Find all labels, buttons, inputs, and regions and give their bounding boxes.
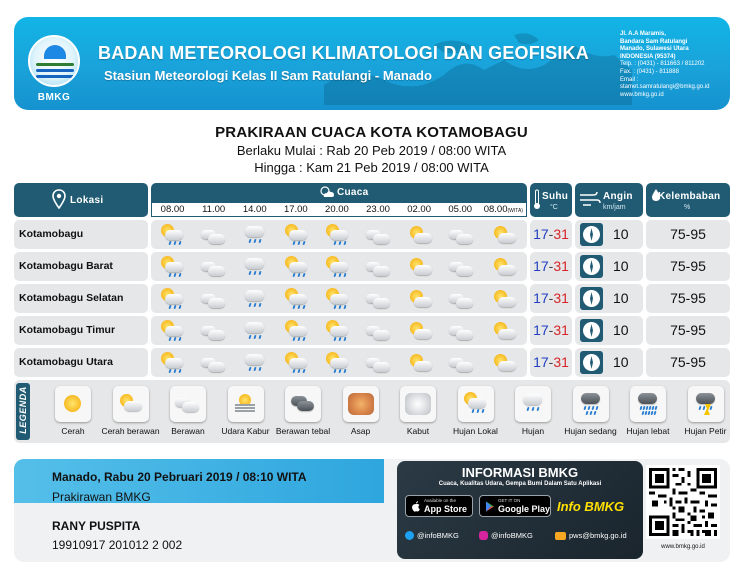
weather-slot: [192, 284, 233, 313]
wind-cell: [575, 220, 643, 249]
weather-slot: [192, 220, 233, 249]
thermometer-icon: [533, 189, 541, 211]
hujan-lokal-icon: [324, 352, 350, 374]
weather-slot: [316, 220, 357, 249]
weather-slot: [234, 348, 275, 377]
header-angin-label: Angin: [603, 191, 633, 202]
hujan-icon: [241, 224, 267, 246]
hujan-lokal-icon: [159, 352, 185, 374]
berawan-icon: [200, 352, 226, 374]
legend: [14, 380, 730, 443]
weather-slot: [316, 252, 357, 281]
address-line: INDONESIA (95374): [620, 53, 676, 60]
weather-slot: [358, 220, 399, 249]
issued-date: Manado, Rabu 20 Pebruari 2019 / 08:10 WITA: [52, 470, 307, 484]
weather-slot: [275, 348, 316, 377]
hujan-icon: [519, 392, 547, 416]
berawan-icon: [174, 392, 202, 416]
wind-speed: 10: [613, 354, 629, 370]
wind-cell: [575, 348, 643, 377]
info-bmkg-brand: Info BMKG: [557, 499, 625, 514]
cerah-berawan-icon: [407, 224, 433, 246]
email-icon: [555, 532, 566, 540]
kabut-icon: [404, 392, 432, 416]
header-kelembaban-label: Kelembaban: [658, 191, 721, 202]
info-subtitle: Cuaca, Kualitas Udara, Gempa Bumi Dalam Satu Aplikasi: [438, 481, 602, 487]
page-title: PRAKIRAAN CUACA KOTA KOTAMOBAGU: [215, 124, 528, 141]
udara-kabur-icon: [232, 392, 260, 416]
weather-cell: [151, 316, 527, 345]
forecaster-name: RANY PUSPITA: [52, 519, 141, 533]
header-lokasi-label: Lokasi: [70, 195, 104, 206]
temperature-cell: 17-31: [530, 316, 572, 345]
google-play-icon: [485, 501, 495, 512]
hour-label-last: [481, 203, 526, 216]
weather-slot: [316, 348, 357, 377]
table-row: [14, 252, 730, 281]
temperature-cell: 17-31: [530, 284, 572, 313]
cerah-berawan-icon: [407, 320, 433, 342]
hujan-lokal-icon: [283, 224, 309, 246]
legend-label: Kabut: [406, 426, 430, 436]
location-cell: [14, 252, 148, 281]
table-row: [14, 220, 730, 249]
hour-label: 02.00: [407, 204, 431, 215]
forecaster-role: Prakirawan BMKG: [52, 490, 151, 504]
cerah-berawan-icon: [407, 288, 433, 310]
weather-slot: [275, 252, 316, 281]
weather-slot: [358, 316, 399, 345]
cerah-berawan-icon: [407, 352, 433, 374]
twitter-handle: @infoBMKG: [417, 531, 459, 540]
legend-tag-label: LEGENDA: [18, 386, 28, 434]
app-store-button[interactable]: [405, 495, 473, 517]
wind-direction-icon: [580, 287, 603, 310]
header-suhu-unit: °C: [550, 204, 558, 211]
hujan-lokal-icon: [324, 224, 350, 246]
humidity-cell: 75-95: [646, 348, 730, 377]
humidity-cell: 75-95: [646, 316, 730, 345]
address-line: Bandara Sam Ratulangi: [620, 38, 688, 45]
address-line: stamet.samratulangi@bmkg.go.id: [620, 84, 710, 91]
weather-slot: [151, 220, 192, 249]
table-row: [14, 348, 730, 377]
wind-direction-icon: [580, 319, 603, 342]
berawan-icon: [365, 224, 391, 246]
cerah-berawan-icon: [407, 256, 433, 278]
location-cell: [14, 284, 148, 313]
hour-label: 20.00: [325, 204, 349, 215]
hour-row: [151, 202, 527, 217]
location-cell: [14, 316, 148, 345]
header-angin-unit: km/jam: [603, 204, 626, 211]
weather-slot: [358, 348, 399, 377]
weather-cell: [151, 220, 527, 249]
weather-slot: [316, 284, 357, 313]
temp-max: 31: [553, 226, 569, 242]
weather-slot: [440, 220, 481, 249]
hour-label: 11.00: [202, 204, 226, 215]
hour-label: 23.00: [366, 204, 390, 215]
location-name: Kotamobagu Selatan: [19, 292, 124, 304]
weather-slot: [234, 220, 275, 249]
berawan-icon: [365, 288, 391, 310]
table-row: [14, 284, 730, 313]
berawan-icon: [365, 320, 391, 342]
humidity-cell: 75-95: [646, 220, 730, 249]
wind-icon: [579, 190, 601, 208]
wind-speed: 10: [613, 226, 629, 242]
org-title: BADAN METEOROLOGI KLIMATOLOGI DAN GEOFISIKA: [98, 43, 589, 63]
hour-label: 05.00: [448, 204, 473, 215]
hour-label: 08.00: [483, 204, 508, 215]
info-bmkg-panel: [397, 461, 643, 559]
wind-cell: [575, 252, 643, 281]
instagram-link[interactable]: [479, 531, 533, 540]
temp-max: 31: [553, 354, 569, 370]
google-play-small: GET IT ON: [498, 498, 521, 503]
header-lokasi: [14, 183, 148, 217]
hour-suffix: (WITA): [507, 208, 523, 214]
weather-slot: [440, 252, 481, 281]
legend-label: Hujan Lokal: [453, 426, 498, 436]
weather-slot: [399, 220, 440, 249]
weather-slot: [275, 284, 316, 313]
temperature-cell: 17-31: [530, 252, 572, 281]
hour-label: 08.00: [160, 204, 185, 215]
weather-cell: [151, 348, 527, 377]
berawan-icon: [200, 288, 226, 310]
legend-icon-box: [343, 386, 379, 422]
weather-slot: [234, 316, 275, 345]
weather-slot: [151, 252, 192, 281]
weather-slot: [151, 284, 192, 313]
temp-max: 31: [553, 322, 569, 338]
google-play-button[interactable]: [479, 495, 551, 517]
header-suhu-label: Suhu: [542, 191, 569, 202]
legend-icon-box: [458, 386, 494, 422]
hujan-lokal-icon: [324, 256, 350, 278]
weather-slot: [440, 316, 481, 345]
legend-label: Hujan lebat: [626, 426, 670, 436]
weather-slot: [192, 252, 233, 281]
legend-icon-box: [630, 386, 666, 422]
map-decoration: [314, 25, 634, 105]
legend-label: Hujan: [521, 426, 545, 436]
valid-from: Berlaku Mulai : Rab 20 Peb 2019 / 08:00 WITA: [236, 143, 507, 158]
temperature-cell: 17-31: [530, 220, 572, 249]
weather-cell: [151, 252, 527, 281]
hujan-sedang-icon: [577, 392, 605, 416]
forecaster-nip: 19910917 201012 2 002: [52, 538, 183, 552]
twitter-link[interactable]: [405, 531, 459, 540]
weather-slot: [234, 284, 275, 313]
temp-min: 17: [533, 354, 549, 370]
weather-slot: [482, 284, 527, 313]
weather-slot: [482, 252, 527, 281]
address-line: Jl. A.A Maramis,: [620, 31, 666, 37]
hujan-icon: [241, 352, 267, 374]
cerah-icon: [59, 392, 87, 416]
google-play-label: Google Play: [498, 504, 551, 514]
cerah-berawan-icon: [491, 256, 517, 278]
wind-direction-icon: [580, 223, 603, 246]
hujan-lokal-icon: [283, 320, 309, 342]
qr-code[interactable]: [646, 465, 720, 539]
weather-slot: [399, 252, 440, 281]
berawan-icon: [365, 352, 391, 374]
legend-icon-box: [170, 386, 206, 422]
legend-label: Asap: [350, 426, 371, 436]
wind-speed: 10: [613, 322, 629, 338]
berawan-icon: [448, 320, 474, 342]
weather-slot: [482, 220, 527, 249]
wind-cell: [575, 284, 643, 313]
berawan-tebal-icon: [289, 392, 317, 416]
hujan-lokal-icon: [283, 256, 309, 278]
temp-min: 17: [533, 258, 549, 274]
apple-icon: [411, 501, 421, 512]
email-address: pws@bmkg.go.id: [569, 531, 627, 540]
legend-icon-box: [55, 386, 91, 422]
location-name: Kotamobagu Utara: [19, 356, 113, 368]
weather-slot: [316, 316, 357, 345]
twitter-icon: [405, 531, 414, 540]
legend-label: Berawan: [171, 426, 205, 436]
hujan-lokal-icon: [159, 256, 185, 278]
temperature-cell: 17-31: [530, 348, 572, 377]
legend-label: Hujan sedang: [564, 426, 617, 436]
legend-label: Hujan Petir: [684, 426, 727, 436]
bmkg-logo: [28, 35, 80, 87]
hujan-lokal-icon: [159, 320, 185, 342]
legend-icon-box: [515, 386, 551, 422]
weather-slot: [482, 348, 527, 377]
cerah-berawan-icon: [491, 224, 517, 246]
instagram-handle: @infoBMKG: [491, 531, 533, 540]
humidity-cell: 75-95: [646, 284, 730, 313]
legend-icon-box: [573, 386, 609, 422]
cerah-berawan-icon: [491, 288, 517, 310]
weather-slot: [192, 348, 233, 377]
weather-slot: [399, 348, 440, 377]
berawan-icon: [365, 256, 391, 278]
hujan-lokal-icon: [159, 288, 185, 310]
temp-min: 17: [533, 226, 549, 242]
title-block: [0, 124, 743, 175]
hujan-petir-icon: [692, 392, 720, 416]
wind-speed: 10: [613, 258, 629, 274]
header-cuaca-label: Cuaca: [337, 187, 369, 198]
table-row: [14, 316, 730, 345]
hujan-lokal-icon: [283, 288, 309, 310]
app-store-small: Available on the: [424, 498, 456, 503]
berawan-icon: [448, 256, 474, 278]
berawan-icon: [200, 224, 226, 246]
hujan-lokal-icon: [159, 224, 185, 246]
instagram-icon: [479, 531, 488, 540]
wind-cell: [575, 316, 643, 345]
wind-direction-icon: [580, 255, 603, 278]
wind-direction-icon: [580, 351, 603, 374]
cloud-sun-icon: [319, 185, 335, 199]
legend-icon-box: [400, 386, 436, 422]
valid-to: Hingga : Kam 21 Peb 2019 / 08:00 WITA: [254, 160, 489, 175]
address-line: Fax. : (0431) - 811888: [620, 68, 679, 75]
address-line: www.bmkg.go.id: [620, 91, 664, 98]
weather-slot: [358, 284, 399, 313]
hujan-icon: [241, 288, 267, 310]
header-angin: [575, 183, 643, 217]
weather-slot: [440, 348, 481, 377]
info-title: INFORMASI BMKG: [461, 465, 579, 480]
legend-tag: [16, 383, 30, 440]
temp-max: 31: [553, 290, 569, 306]
legend-label: Udara Kabur: [221, 426, 270, 436]
weather-slot: [192, 316, 233, 345]
cerah-berawan-icon: [491, 352, 517, 374]
weather-slot: [151, 348, 192, 377]
berawan-icon: [448, 288, 474, 310]
weather-slot: [482, 316, 527, 345]
weather-slot: [399, 316, 440, 345]
legend-icon-box: [113, 386, 149, 422]
location-name: Kotamobagu: [19, 228, 84, 240]
berawan-icon: [200, 256, 226, 278]
location-name: Kotamobagu Timur: [19, 324, 116, 336]
address-line: Email :: [620, 76, 639, 83]
berawan-icon: [200, 320, 226, 342]
org-subtitle: Stasiun Meteorologi Kelas II Sam Ratulangi - Manado: [104, 68, 432, 83]
location-pin-icon: [52, 189, 66, 209]
app-store-label: App Store: [424, 504, 468, 514]
asap-icon: [347, 392, 375, 416]
berawan-icon: [448, 352, 474, 374]
header-kelembaban-unit: %: [684, 204, 691, 211]
legend-icon-box: [285, 386, 321, 422]
temp-max: 31: [553, 258, 569, 274]
legend-label: Cerah: [61, 426, 85, 436]
logo-text: BMKG: [37, 92, 71, 103]
weather-slot: [234, 252, 275, 281]
address-line: Telp. : (0431) - 811663 / 811202: [620, 61, 705, 68]
hujan-icon: [241, 320, 267, 342]
hujan-icon: [241, 256, 267, 278]
berawan-icon: [448, 224, 474, 246]
hujan-lokal-icon: [324, 320, 350, 342]
hour-label: 14.00: [242, 204, 267, 215]
weather-slot: [399, 284, 440, 313]
header-suhu: [530, 183, 572, 217]
hour-label: 17.00: [283, 204, 308, 215]
address-block: [620, 31, 728, 99]
weather-slot: [151, 316, 192, 345]
legend-icon-box: [688, 386, 724, 422]
legend-icon-box: [228, 386, 264, 422]
qr-caption: www.bmkg.go.id: [661, 544, 705, 550]
location-name: Kotamobagu Barat: [19, 260, 113, 272]
hujan-lokal-icon: [324, 288, 350, 310]
cerah-berawan-icon: [491, 320, 517, 342]
footer: [14, 459, 730, 562]
temp-min: 17: [533, 290, 549, 306]
weather-slot: [275, 220, 316, 249]
wind-speed: 10: [613, 290, 629, 306]
location-cell: [14, 348, 148, 377]
email-link[interactable]: [555, 531, 627, 540]
temp-min: 17: [533, 322, 549, 338]
legend-item-hujan-petir: [671, 386, 741, 436]
legend-label: Cerah berawan: [101, 426, 160, 436]
legend-label: Berawan tebal: [275, 426, 331, 436]
header-kelembaban: [646, 183, 730, 217]
weather-slot: [440, 284, 481, 313]
humidity-cell: 75-95: [646, 252, 730, 281]
weather-slot: [358, 252, 399, 281]
cerah-berawan-icon: [117, 392, 145, 416]
header-banner: [14, 17, 730, 110]
weather-cell: [151, 284, 527, 313]
location-cell: [14, 220, 148, 249]
hujan-lokal-icon: [462, 392, 490, 416]
weather-slot: [275, 316, 316, 345]
hujan-lokal-icon: [283, 352, 309, 374]
hujan-lebat-icon: [634, 392, 662, 416]
address-line: Manado, Sulawesi Utara: [620, 46, 689, 53]
